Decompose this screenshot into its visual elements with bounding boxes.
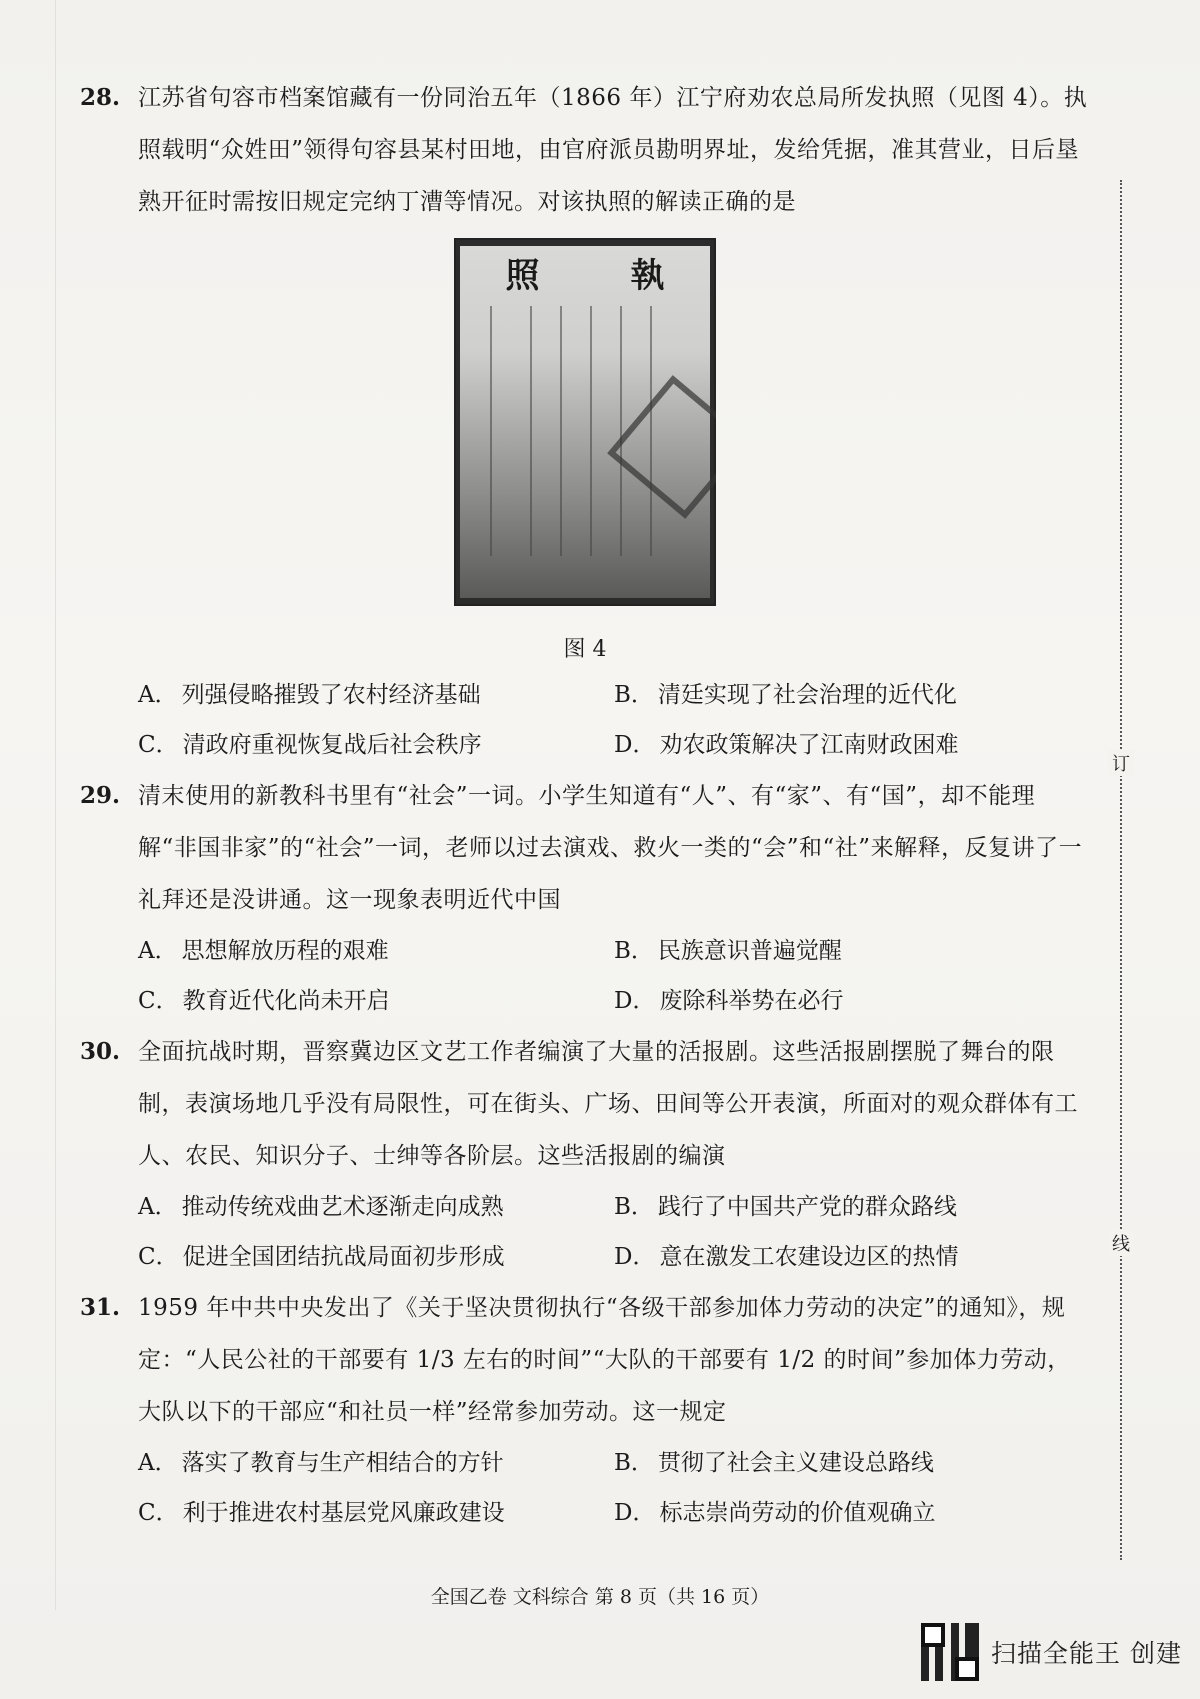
question-number: 30. xyxy=(80,1038,121,1065)
scanner-label: 扫描全能王 创建 xyxy=(991,1639,1182,1668)
license-title-char: 照 xyxy=(505,255,540,296)
options-29 xyxy=(138,926,1090,1026)
options-31 xyxy=(138,1438,1090,1538)
question-area xyxy=(80,72,1090,1538)
option-b[interactable]: B． 民族意识普遍觉醒 xyxy=(614,938,842,964)
option-d[interactable]: D． 劝农政策解决了江南财政困难 xyxy=(614,732,959,758)
option-a[interactable]: A． 思想解放历程的艰难 xyxy=(138,938,389,964)
official-seal xyxy=(607,375,716,519)
option-c[interactable]: C． 利于推进农村基层党风廉政建设 xyxy=(138,1500,505,1526)
question-31 xyxy=(80,1282,1090,1438)
question-stem: 1959 年中共中央发出了《关于坚决贯彻执行“各级干部参加体力劳动的决定”的通知》，规定：“人民公社的干部要有 1/3 左右的时间”“大队的干部要有 1/2 的时间”参加体力劳动，大队以下的干部应“和社员一样”经常参加劳动。这一规定 xyxy=(138,1295,1071,1425)
text-column-line xyxy=(490,306,492,556)
binding-mark: 订 xyxy=(1108,750,1134,776)
option-d[interactable]: D． 废除科举势在必行 xyxy=(614,988,844,1014)
option-c[interactable]: C． 促进全国团结抗战局面初步形成 xyxy=(138,1244,505,1270)
license-document-image xyxy=(460,246,710,598)
question-stem: 江苏省句容市档案馆藏有一份同治五年（1866 年）江宁府劝农总局所发执照（见图 4）。执照载明“众姓田”领得句容县某村田地，由官府派员勘明界址，发给凭据，准其营业，日后垦熟开征时需按旧规定完纳丁漕等情况。对该执照的解读正确的是 xyxy=(138,85,1088,215)
page-footer: 全国乙卷 文科综合 第 8 页（共 16 页） xyxy=(430,1586,770,1608)
option-b[interactable]: B． 清廷实现了社会治理的近代化 xyxy=(614,682,957,708)
option-a[interactable]: A． 推动传统戏曲艺术逐渐走向成熟 xyxy=(138,1194,504,1220)
options-28 xyxy=(138,670,1090,770)
option-a[interactable]: A． 列强侵略摧毁了农村经济基础 xyxy=(138,682,481,708)
question-number: 31. xyxy=(80,1294,121,1321)
text-column-line xyxy=(560,306,562,556)
option-c[interactable]: C． 教育近代化尚未开启 xyxy=(138,988,390,1014)
text-column-line xyxy=(590,306,592,556)
option-d[interactable]: D． 意在激发工农建设边区的热情 xyxy=(614,1244,959,1270)
question-number: 28. xyxy=(80,84,121,111)
option-a[interactable]: A． 落实了教育与生产相结合的方针 xyxy=(138,1450,504,1476)
question-stem: 全面抗战时期，晋察冀边区文艺工作者编演了大量的活报剧。这些活报剧摆脱了舞台的限制，表演场地几乎没有局限性，可在街头、广场、田间等公开表演，所面对的观众群体有工人、农民、知识分子、士绅等各阶层。这些活报剧的编演 xyxy=(138,1039,1078,1169)
option-c[interactable]: C． 清政府重视恢复战后社会秩序 xyxy=(138,732,482,758)
license-title-char: 執 xyxy=(630,255,665,296)
text-column-line xyxy=(620,306,622,556)
license-photo xyxy=(454,238,716,606)
binding-mark: 线 xyxy=(1108,1230,1134,1256)
question-stem: 清末使用的新教科书里有“社会”一词。小学生知道有“人”、有“家”、有“国”，却不能理解“非国非家”的“社会”一词，老师以过去演戏、救火一类的“会”和“社”来解释，反复讲了一礼拜还是没讲通。这一现象表明近代中国 xyxy=(138,783,1083,913)
option-b[interactable]: B． 践行了中国共产党的群众路线 xyxy=(614,1194,957,1220)
text-column-line xyxy=(530,306,532,556)
figure-4 xyxy=(80,238,1090,670)
binding-line xyxy=(1112,180,1152,1560)
figure-caption: 图 4 xyxy=(563,637,607,662)
question-28 xyxy=(80,72,1090,228)
question-number: 29. xyxy=(80,782,121,809)
question-30 xyxy=(80,1026,1090,1182)
scanner-watermark xyxy=(921,1623,1182,1681)
qr-code-icon xyxy=(921,1623,979,1681)
question-29 xyxy=(80,770,1090,926)
option-b[interactable]: B． 贯彻了社会主义建设总路线 xyxy=(614,1450,934,1476)
option-d[interactable]: D． 标志崇尚劳动的价值观确立 xyxy=(614,1500,936,1526)
license-title xyxy=(460,250,710,294)
options-30 xyxy=(138,1182,1090,1282)
